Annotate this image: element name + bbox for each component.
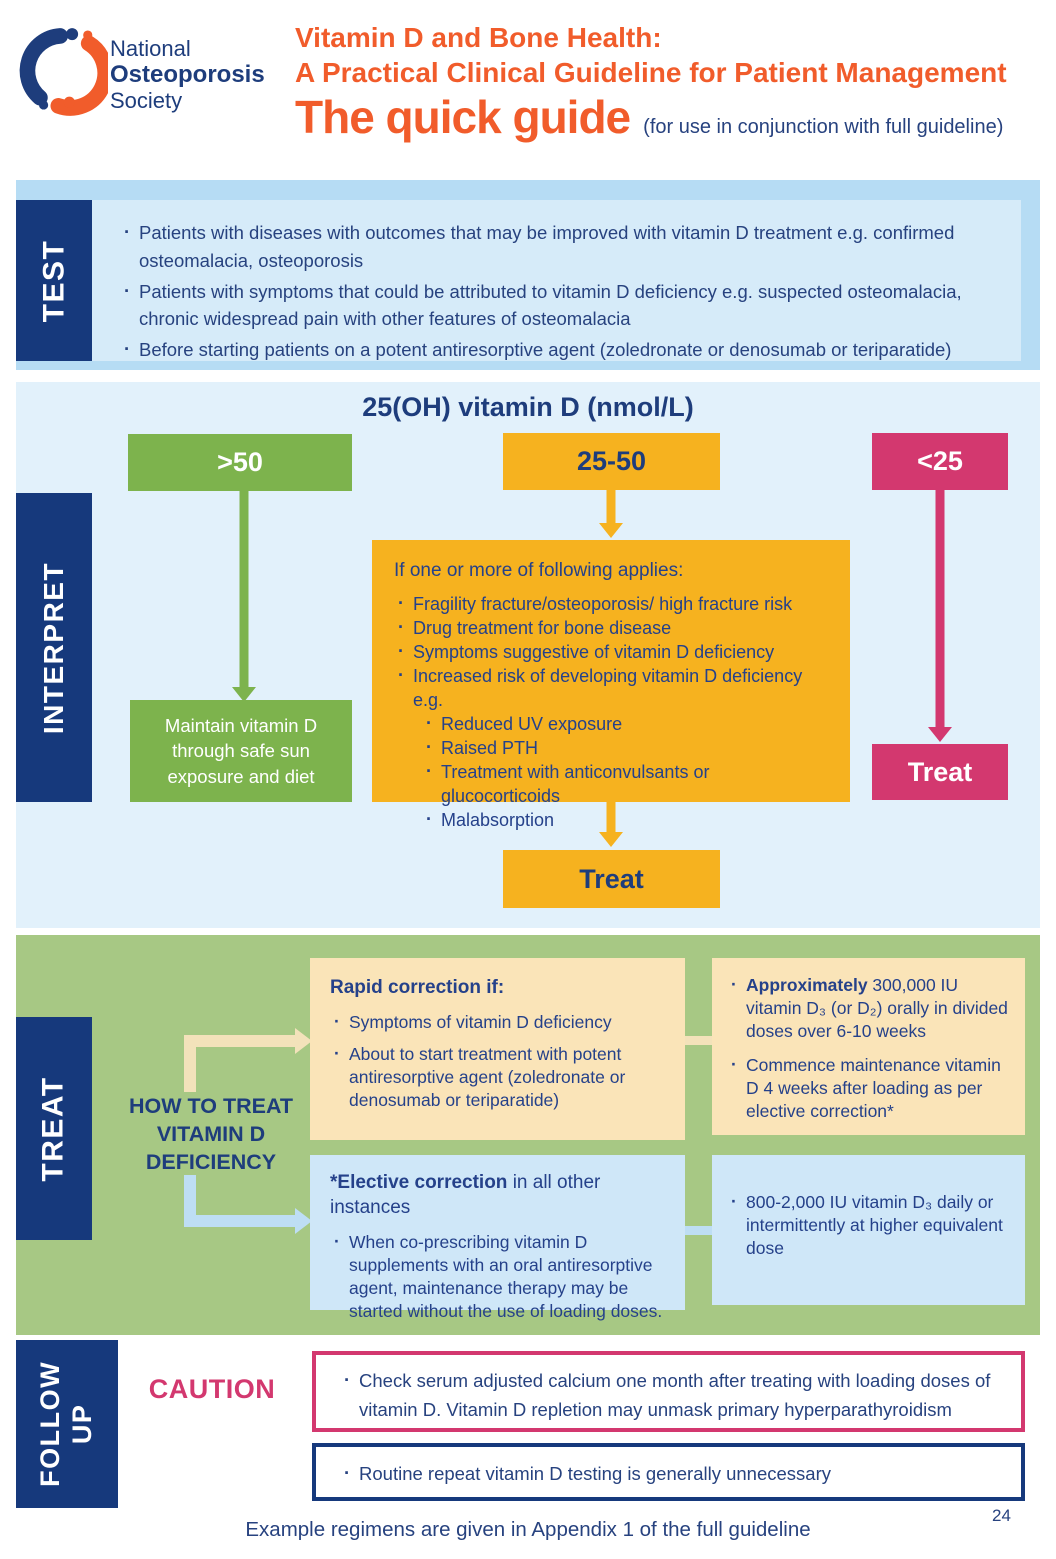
rapid-connector [685,1036,712,1045]
caution-bullet: · Check serum adjusted calcium one month after treating with loading doses of vitamin D. Vitamin D repletion may unmask primary hyperparathyroidism [340,1367,997,1424]
elective-correction-title: *Elective correction in all other instances [330,1172,601,1219]
arrow-down-gold-icon [599,490,623,538]
range-over-50-box: >50 [128,434,352,491]
caution-label: CAUTION [148,1374,276,1404]
nos-logo-icon [16,24,108,116]
criteria-sub-bullet-4: · Malabsorption [422,809,828,833]
test-section [16,180,1040,370]
logo-text [110,36,265,114]
vitamin-d-level-heading: 25(OH) vitamin D (nmol/L) [362,392,694,422]
arrow-down-green-icon [232,490,256,702]
arrow-down-gold2-icon [599,802,623,847]
treat-action-pink-box: Treat [872,744,1008,800]
doc-title-line1: Vitamin D and Bone Health: [295,22,662,53]
interpret-label: INTERPRET [38,561,69,734]
criteria-sub-bullet-3: · Treatment with anticonvulsants or glucocorticoids [422,761,828,809]
interpret-section [16,382,1040,928]
elective-bullet: · When co-prescribing vitamin D supplements with an oral antiresorptive agent, maintenance therapy may be started without the use of loading doses. [330,1231,665,1323]
rapid-bullet-2: · About to start treatment with potent antiresorptive agent (zoledronate or denosumab or teriparatide) [330,1043,665,1112]
rapid-regimen-bullet-1: · Approximately 300,000 IU vitamin D₃ (or D₂) orally in divided doses over 6-10 weeks [727,974,1010,1043]
treat-label: TREAT [37,1075,71,1182]
interpret-label-box [16,493,92,802]
caution-box [312,1351,1025,1432]
elbow-arrow-top-vertical [184,1035,196,1092]
page-number: 24 [992,1506,1011,1525]
criteria-bullet-1: · Fragility fracture/osteoporosis/ high fracture risk [394,593,828,617]
elbow-arrow-top-horizontal [184,1035,296,1047]
elective-connector [685,1226,712,1235]
treat-label-box [16,1017,92,1240]
rapid-bullet-1: · Symptoms of vitamin D deficiency [330,1011,665,1034]
rapid-regimen-box [712,958,1025,1135]
doc-subtitle-row [295,90,1003,144]
criteria-sub-bullet-2: · Raised PTH [422,737,828,761]
elective-regimen-box [712,1155,1025,1305]
criteria-bullet-3: · Symptoms suggestive of vitamin D deficiency [394,641,828,665]
treat-action-gold-box: Treat [503,850,720,908]
criteria-title: If one or more of following applies: [394,560,684,581]
range-25-50-box: 25-50 [503,433,720,490]
routine-testing-bullet: · Routine repeat vitamin D testing is generally unnecessary [340,1460,997,1489]
follow-up-label-box [16,1340,118,1508]
criteria-box [372,540,850,830]
quick-guide-title: The quick guide [295,91,631,143]
elective-correction-box [310,1155,685,1322]
logo-line-osteoporosis: Osteoporosis [110,61,265,88]
appendix-note: Example regimens are given in Appendix 1 of the full guideline [245,1518,811,1541]
rapid-regimen-bullet-2: · Commence maintenance vitamin D 4 weeks after loading as per elective correction* [727,1054,1010,1123]
quick-guide-note: (for use in conjunction with full guideline) [643,116,1004,138]
how-to-treat-heading: HOW TO TREAT VITAMIN D DEFICIENCY [128,1094,294,1174]
range-under-25-box: <25 [872,433,1008,490]
arrow-down-pink-icon [928,490,952,742]
elbow-arrow-bottom-horizontal [184,1215,296,1227]
criteria-sub-bullet-1: · Reduced UV exposure [422,713,828,737]
logo-line-national: National [110,36,191,61]
test-criteria-panel [92,200,1021,361]
criteria-bullet-4: · Increased risk of developing vitamin D deficiency e.g. [394,665,828,713]
routine-testing-box [312,1443,1025,1501]
test-bullet-3: · Before starting patients on a potent antiresorptive agent (zoledronate or denosumab or teriparatide) [120,336,993,364]
test-bullet-1: · Patients with diseases with outcomes that may be improved with vitamin D treatment e.g. confirmed osteomalacia, osteoporosis [120,219,993,275]
logo-line-society: Society [110,88,183,113]
rapid-correction-title: Rapid correction if: [330,977,505,998]
maintain-vitamin-d-box: Maintain vitamin D through safe sun exposure and diet [130,700,352,802]
doc-title-line2: A Practical Clinical Guideline for Patient Management [295,57,1007,88]
elective-regimen-bullet: · 800-2,000 IU vitamin D₃ daily or intermittently at higher equivalent dose [727,1191,1010,1260]
treat-section [16,935,1040,1335]
test-label-box [16,200,92,361]
rapid-correction-box [310,958,685,1140]
follow-up-label: FOLLOW UP [35,1361,97,1487]
test-label: TEST [37,239,71,322]
criteria-bullet-2: · Drug treatment for bone disease [394,617,828,641]
test-bullet-2: · Patients with symptoms that could be attributed to vitamin D deficiency e.g. suspected osteomalacia, chronic widespread pain with other features of osteomalacia [120,278,993,334]
